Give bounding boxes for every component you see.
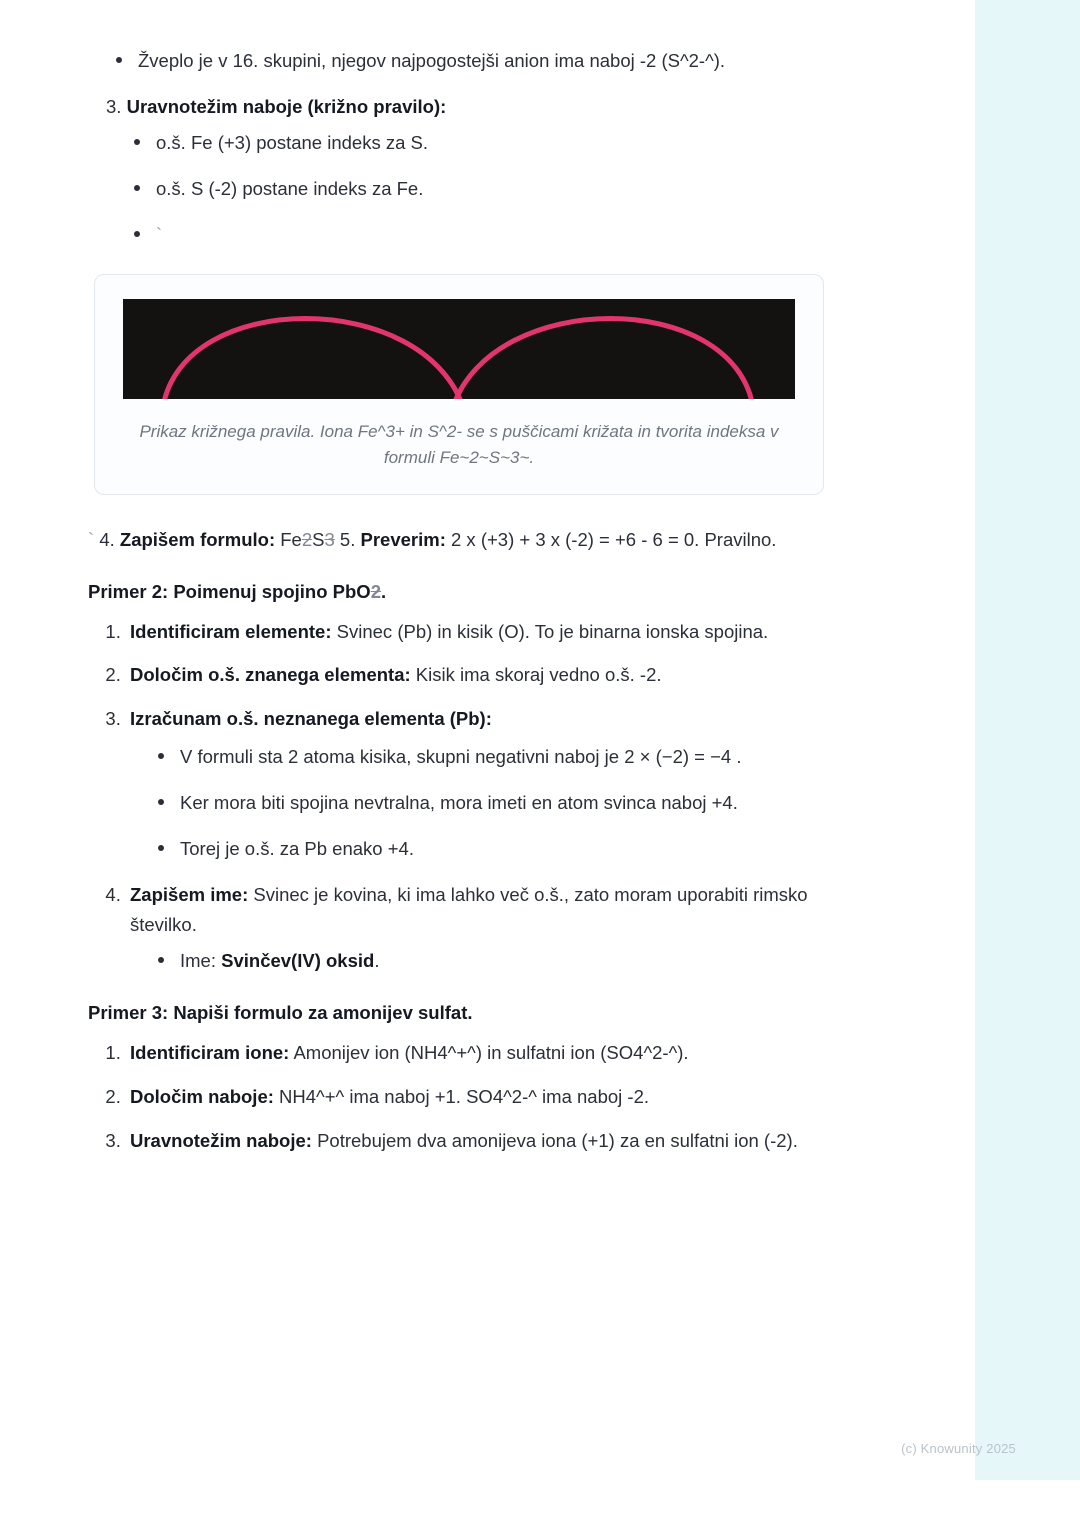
step-label: Določim o.š. znanega elementa: [130, 664, 411, 686]
formula-paragraph [88, 525, 848, 555]
step-3-block [88, 92, 848, 250]
list-item [126, 1082, 848, 1112]
step-3-heading [88, 92, 848, 122]
list-item: o.š. Fe (+3) postane indeks za S. [128, 128, 848, 158]
list-item [126, 1126, 848, 1156]
step-4-label: Zapišem formulo: [119, 528, 276, 550]
list-item: Torej je o.š. za Pb enako +4. [152, 834, 848, 864]
step-3-sub-bullets [130, 742, 848, 864]
step-text: Potrebujem dva amonijeva iona (+1) za en sulfatni ion (-2). [311, 1130, 798, 1152]
compound-name: Svinčev(IV) oksid [221, 950, 375, 972]
step-text: Svinec (Pb) in kisik (O). To je binarna ionska spojina. [331, 620, 769, 642]
list-item: ` [128, 220, 848, 250]
example-2-heading [88, 581, 848, 603]
name-suffix: . [374, 950, 380, 972]
example-2-steps [88, 617, 848, 977]
check-text: 2 x (+3) + 3 x (-2) = +6 - 6 = 0. Pravilno. [451, 528, 777, 550]
step-4-sub-bullets [130, 946, 848, 976]
figure-card [94, 274, 824, 495]
list-item [152, 946, 848, 976]
list-item: o.š. S (-2) postane indeks za Fe. [128, 174, 848, 204]
step-4-number: 4. [99, 528, 115, 550]
step-label: Določim naboje: [130, 1086, 274, 1108]
page-side-decoration [975, 0, 1080, 1480]
step-label: Zapišem ime: [130, 884, 249, 906]
stray-backtick: ` [88, 528, 95, 550]
example-3-heading: Primer 3: Napiši formulo za amonijev sulfat. [88, 1002, 473, 1024]
top-bullet-list [88, 46, 848, 76]
step-label: Identificiram ione: [130, 1042, 290, 1064]
list-item [126, 704, 848, 864]
step-text: Amonijev ion (NH4^+^) in sulfatni ion (SO4^2-^). [289, 1042, 689, 1064]
list-item [126, 617, 848, 647]
document-content [88, 40, 848, 1170]
step-5-label: Preverim: [360, 528, 446, 550]
example-2-heading-suffix: . [380, 580, 387, 602]
step-label: Uravnotežim naboje: [130, 1130, 312, 1152]
cross-rule-svg [123, 299, 795, 399]
formula-mid: S [312, 528, 325, 550]
list-item: Žveplo je v 16. skupini, njegov najpogostejši anion ima naboj -2 (S^2-^). [110, 46, 848, 76]
list-item [126, 660, 848, 690]
example-2-heading-prefix: Primer 2: Poimenuj spojino PbO [88, 580, 371, 602]
step-3-number: 3. [106, 95, 122, 117]
name-prefix: Ime: [180, 950, 222, 972]
figure-caption: Prikaz križnega pravila. Iona Fe^3+ in S^2- se s puščicami križata in tvorita indeksa v formuli Fe~2~S~3~. [139, 421, 779, 468]
step-3-title: Uravnotežim naboje (križno pravilo): [126, 95, 447, 117]
step-3-bullets [88, 128, 848, 250]
page-side-decoration-edge [967, 0, 975, 1480]
formula-sub-1: 2 [301, 528, 313, 550]
step-text: NH4^+^ ima naboj +1. SO4^2-^ ima naboj -2. [273, 1086, 650, 1108]
formula-sub-2: 3 [324, 528, 335, 550]
step-text: Kisik ima skoraj vedno o.š. -2. [410, 664, 662, 686]
up-arrow-icon [793, 299, 795, 398]
step-label: Identificiram elemente: [130, 620, 332, 642]
list-item: Ker mora biti spojina nevtralna, mora imeti en atom svinca naboj +4. [152, 788, 848, 818]
step-label: Izračunam o.š. neznanega elementa (Pb): [130, 708, 492, 730]
watermark: (c) Knowunity 2025 [901, 1441, 1016, 1456]
cross-rule-illustration [123, 299, 795, 399]
example-3-steps [88, 1038, 848, 1156]
list-item [126, 1038, 848, 1068]
example-2-heading-sub: 2 [370, 580, 381, 602]
step-text: Svinec je kovina, ki ima lahko več o.š., zato moram uporabiti rimsko številko. [130, 884, 808, 936]
list-item [126, 880, 848, 976]
list-item: V formuli sta 2 atoma kisika, skupni negativni naboj je 2 × (−2) = −4 . [152, 742, 848, 772]
formula-base: Fe [280, 528, 302, 550]
step-5-number: 5. [339, 528, 356, 550]
